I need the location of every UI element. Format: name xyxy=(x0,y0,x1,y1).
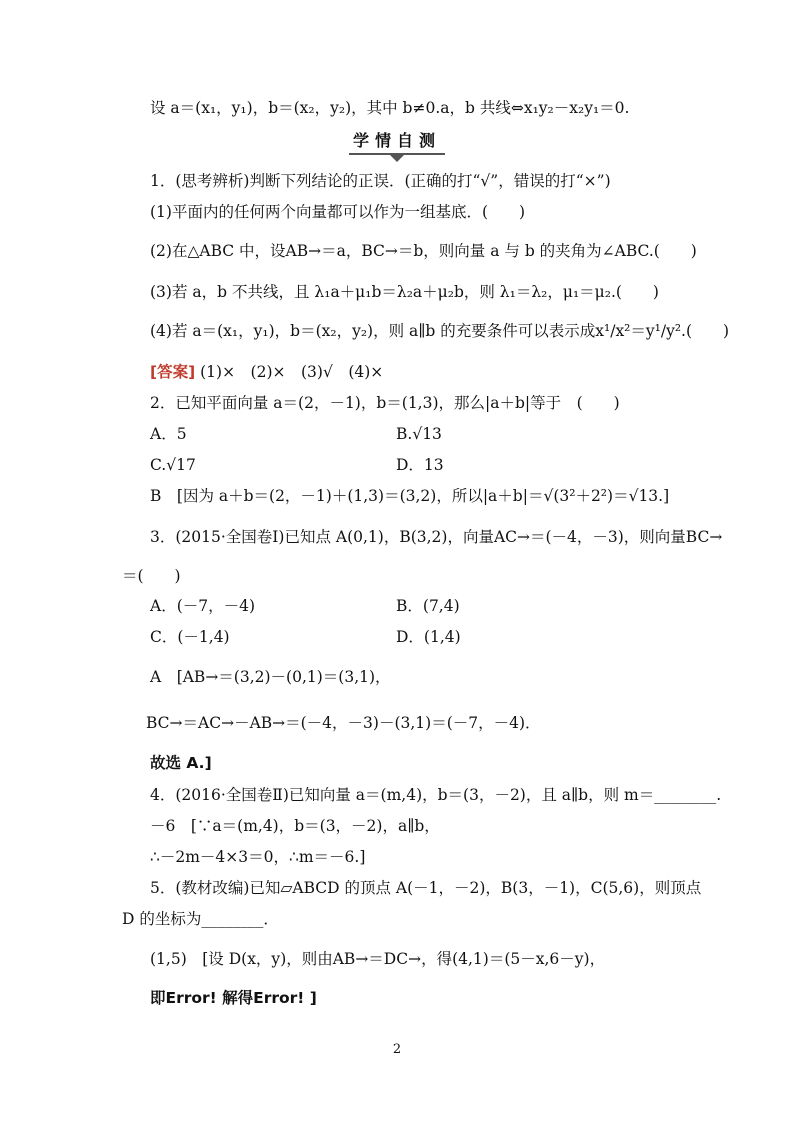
q4-solution-2: ∴－2m－4×3＝0，∴m＝－6.] xyxy=(150,848,366,866)
q1-stem: 1．(思考辨析)判断下列结论的正误．(正确的打“√”，错误的打“×”) xyxy=(150,172,611,190)
q1-item-1: (1)平面内的任何两个向量都可以作为一组基底．( ) xyxy=(150,203,526,221)
q3-stem-cont: ＝( ) xyxy=(122,567,181,585)
q3-option-d: D．(1,4) xyxy=(396,628,461,646)
q2-solution: B [因为 a＋b＝(2，－1)＋(1,3)＝(3,2)，所以|a＋b|＝√(3²＋2²)＝√13.] xyxy=(150,487,670,505)
q4-stem: 4．(2016·全国卷Ⅱ)已知向量 a＝(m,4)，b＝(3，－2)，且 a∥b，则 m＝________. xyxy=(150,786,722,804)
section-header-title: 学情自测 xyxy=(349,128,445,155)
q1-item-2: (2)在△ABC 中，设AB→＝a，BC→＝b，则向量 a 与 b 的夹角为∠ABC.( ) xyxy=(150,242,697,260)
q3-solution-2: BC→＝AC→－AB→＝(－4，－3)－(3,1)＝(－7，－4)． xyxy=(146,714,541,732)
answer-label: [答案] xyxy=(150,363,196,381)
q3-solution-1: A [AB→＝(3,2)－(0,1)＝(3,1)， xyxy=(150,668,391,686)
q1-item-4: (4)若 a＝(x₁，y₁)，b＝(x₂，y₂)，则 a∥b 的充要条件可以表示成x¹/x²＝y¹/y².( ) xyxy=(150,322,730,340)
section-header xyxy=(0,128,794,155)
q4-solution-1: －6 [∵a＝(m,4)，b＝(3，－2)，a∥b， xyxy=(150,817,440,835)
q3-option-a: A．(－7，－4) xyxy=(150,597,256,615)
q3-option-b: B．(7,4) xyxy=(396,597,460,615)
q2-option-a: A．5 xyxy=(150,425,187,443)
q5-solution-1: (1,5) [设 D(x，y)，则由AB→＝DC→，得(4,1)＝(5－x,6－y)， xyxy=(150,950,606,968)
q3-solution-3: 故选 A.] xyxy=(150,754,212,772)
q5-stem-cont: D 的坐标为________． xyxy=(122,910,279,928)
q3-option-c: C．(－1,4) xyxy=(150,628,230,646)
q2-option-c: C.√17 xyxy=(150,456,196,474)
q5-stem: 5．(教材改编)已知▱ABCD 的顶点 A(－1，－2)，B(3，－1)，C(5,6)，则顶点 xyxy=(150,879,702,897)
q2-option-b: B.√13 xyxy=(396,425,442,443)
q1-item-3: (3)若 a，b 不共线，且 λ₁a＋μ₁b＝λ₂a＋μ₂b，则 λ₁＝λ₂，μ₁＝μ₂.( ) xyxy=(150,283,659,301)
page-number: 2 xyxy=(392,1042,402,1057)
q1-answer xyxy=(150,361,383,383)
q2-option-d: D．13 xyxy=(396,456,444,474)
intro-line: 设 a＝(x₁，y₁)，b＝(x₂，y₂)，其中 b≠0.a，b 共线⇔x₁y₂－x₂y₁＝0. xyxy=(150,99,630,117)
q5-solution-2: 即Error! 解得Error! ] xyxy=(150,989,317,1007)
q2-stem: 2．已知平面向量 a＝(2，－1)，b＝(1,3)，那么|a＋b|等于 ( ) xyxy=(150,394,620,412)
q1-answer-text: (1)× (2)× (3)√ (4)× xyxy=(200,363,384,381)
q3-stem: 3．(2015·全国卷Ⅰ)已知点 A(0,1)，B(3,2)，向量AC→＝(－4，－3)，则向量BC→ xyxy=(150,528,723,546)
header-pointer-icon xyxy=(390,155,404,162)
